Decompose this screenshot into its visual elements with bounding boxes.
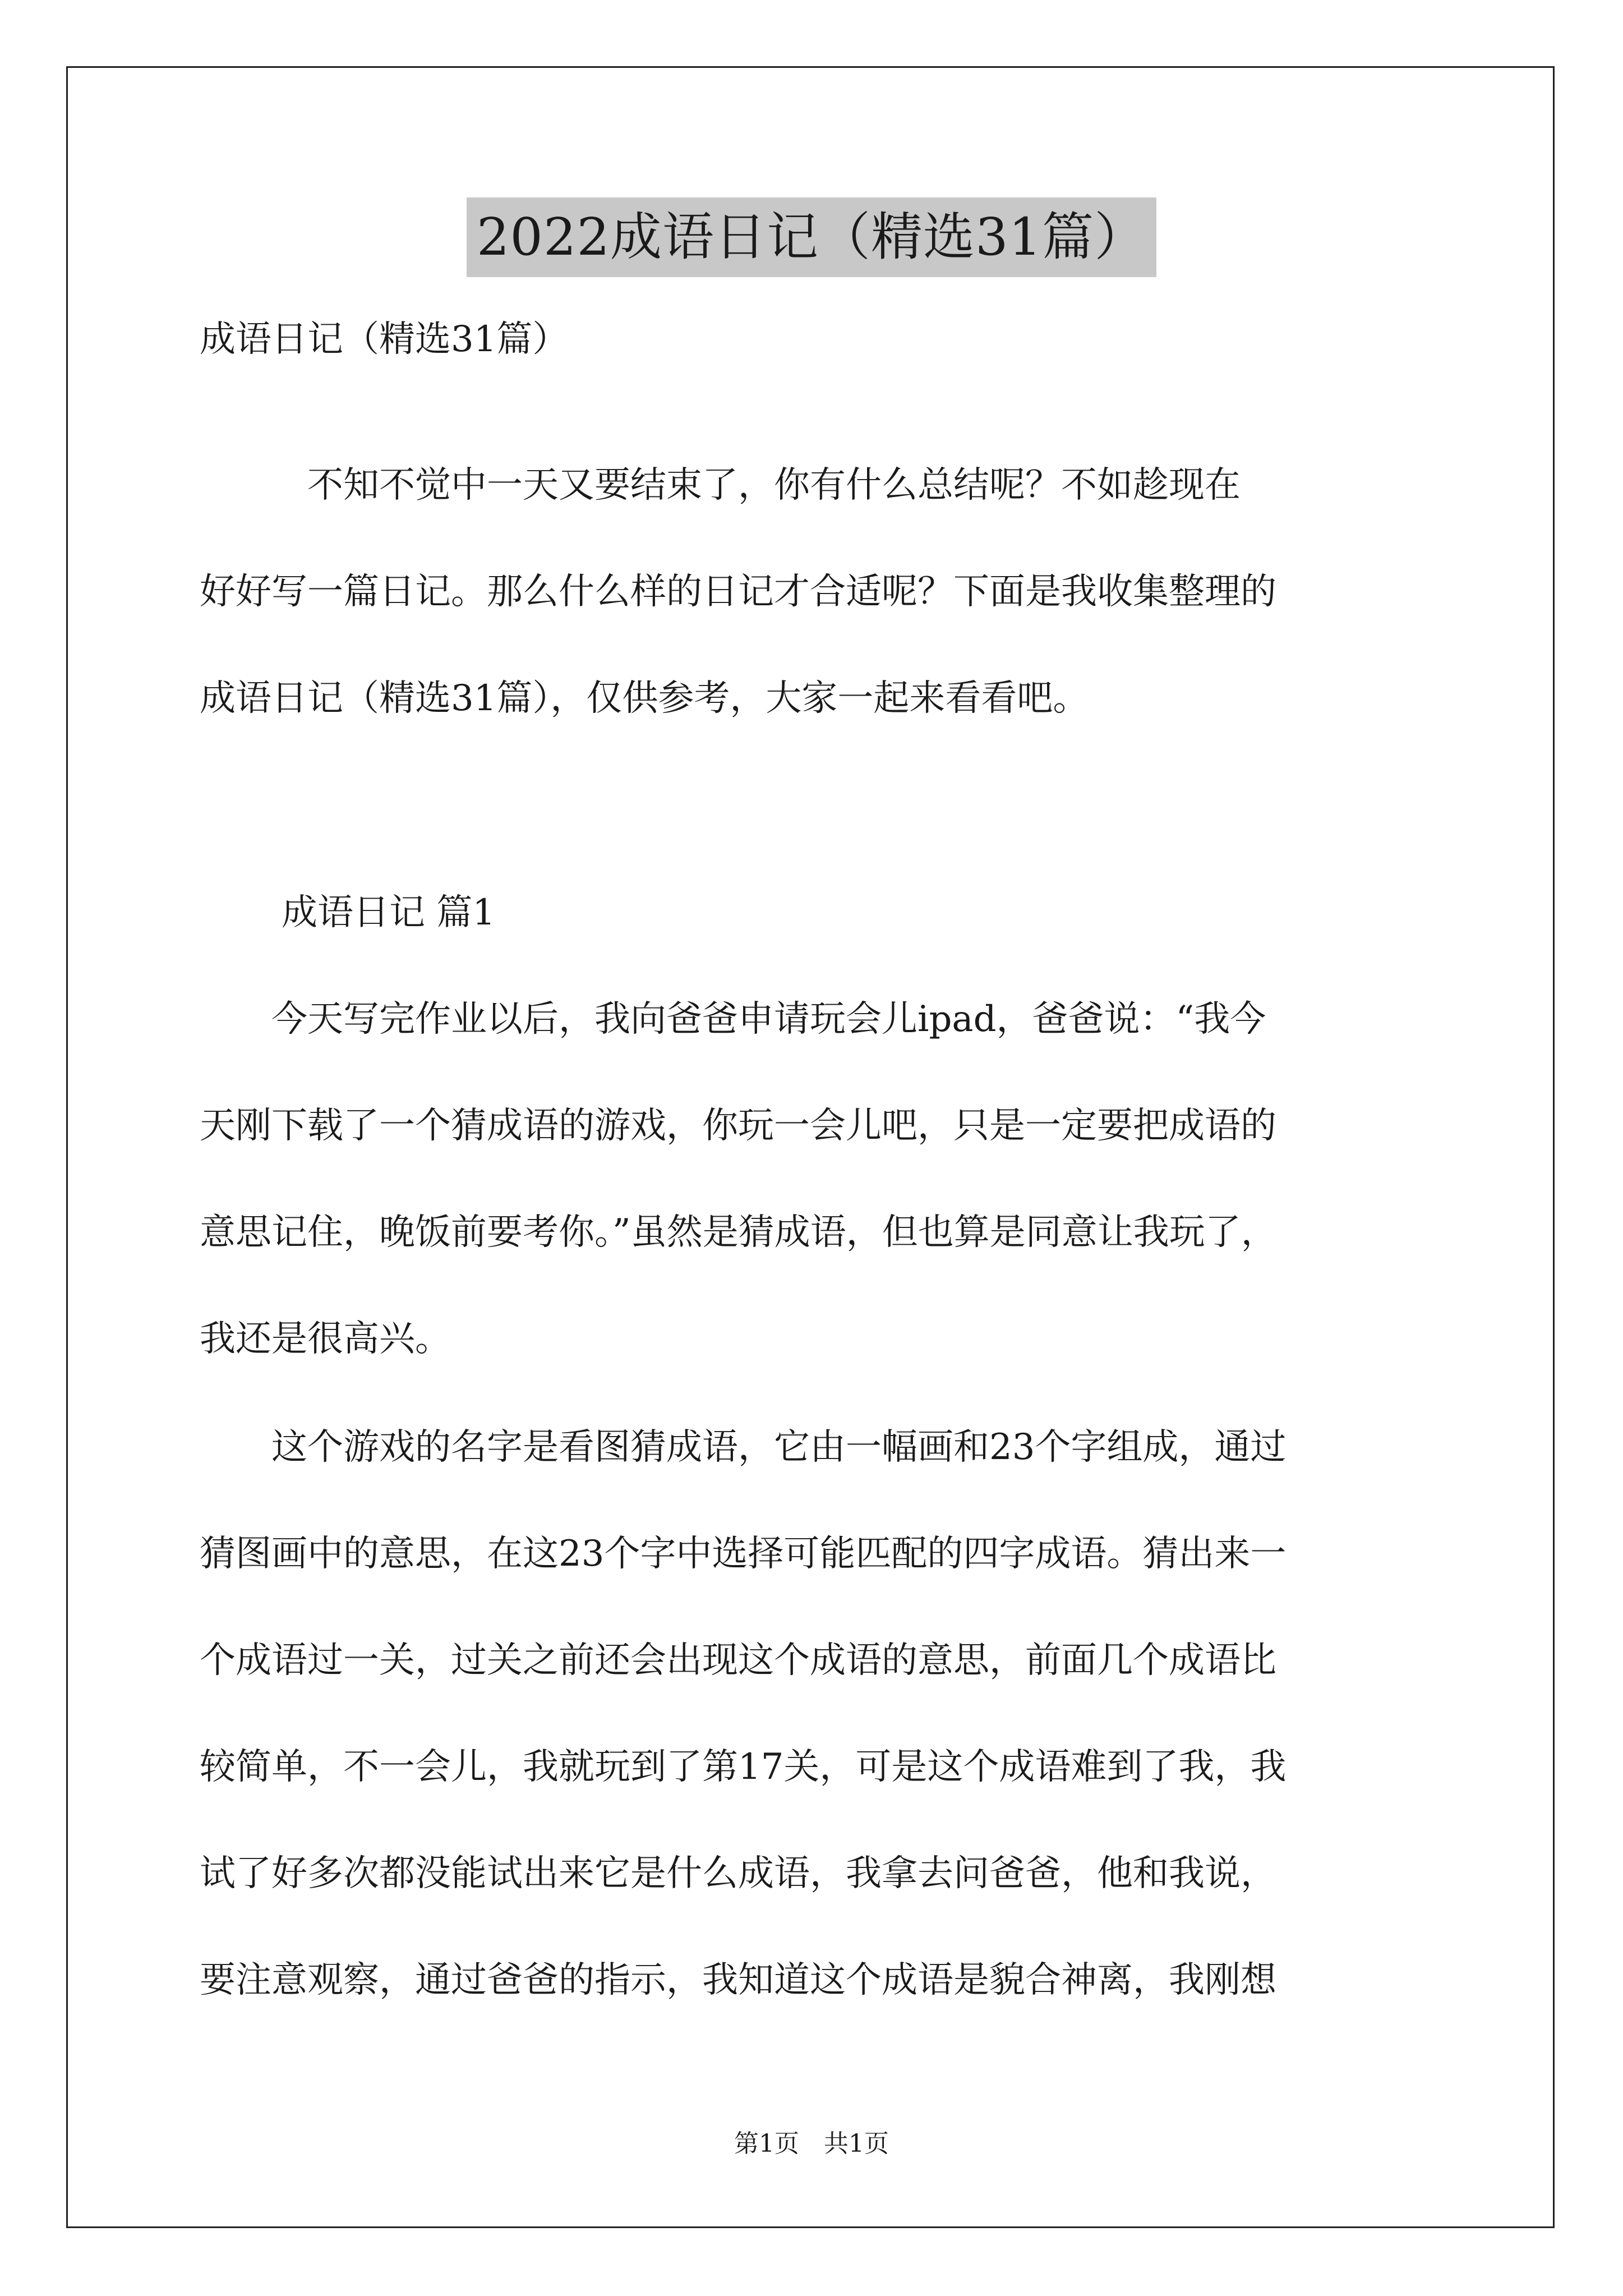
intro-line: 好好写一篇日记。那么什么样的日记才合适呢？下面是我收集整理的 xyxy=(200,571,1276,613)
paragraph-line: 我还是很高兴。 xyxy=(200,1318,451,1360)
paragraph-line: 个成语过一关，过关之前还会出现这个成语的意思，前面几个成语比 xyxy=(200,1640,1276,1681)
document-subtitle: 成语日记（精选31篇） xyxy=(200,319,569,360)
title-container xyxy=(0,197,1623,277)
paragraph-line: 试了好多次都没能试出来它是什么成语，我拿去问爸爸，他和我说， xyxy=(200,1853,1276,1894)
intro-line: 成语日记（精选31篇），仅供参考，大家一起来看看吧。 xyxy=(200,678,1089,719)
page-footer: 第1页 共1页 xyxy=(734,2129,889,2158)
paragraph-line: 意思记住，晚饭前要考你。”虽然是猜成语，但也算是同意让我玩了， xyxy=(200,1212,1277,1253)
paragraph-line: 这个游戏的名字是看图猜成语，它由一幅画和23个字组成，通过 xyxy=(200,1427,1287,1468)
paragraph-line: 天刚下载了一个猜成语的游戏，你玩一会儿吧，只是一定要把成语的 xyxy=(200,1105,1276,1147)
body-paragraph-2 xyxy=(200,1394,1433,2033)
section-heading: 成语日记 篇1 xyxy=(282,892,496,933)
paragraph-line: 今天写完作业以后，我向爸爸申请玩会儿ipad，爸爸说：“我今 xyxy=(200,999,1266,1040)
paragraph-line: 要注意观察，通过爸爸的指示，我知道这个成语是貌合神离，我刚想 xyxy=(200,1959,1276,2001)
document-title: 2022成语日记（精选31篇） xyxy=(467,197,1156,277)
intro-line: 不知不觉中一天又要结束了，你有什么总结呢？不如趁现在 xyxy=(200,464,1241,506)
paragraph-line: 较简单，不一会儿，我就玩到了第17关，可是这个成语难到了我，我 xyxy=(200,1746,1287,1788)
intro-paragraph xyxy=(200,432,1433,752)
body-paragraph-1 xyxy=(200,966,1433,1392)
paragraph-line: 猜图画中的意思，在这23个字中选择可能匹配的四字成语。猜出来一 xyxy=(200,1533,1287,1575)
